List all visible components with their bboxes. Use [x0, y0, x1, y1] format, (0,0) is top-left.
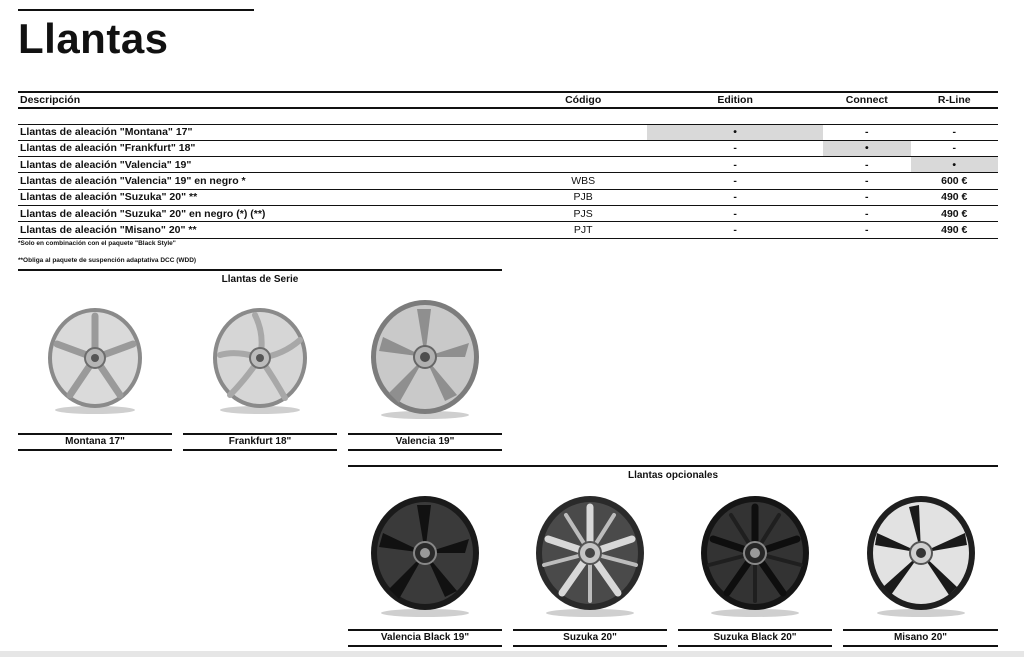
- header-descripcion: Descripción: [18, 92, 519, 108]
- row-description: Llantas de aleación "Misano" 20" **: [18, 222, 519, 238]
- wheels-spec-table: [18, 91, 998, 239]
- row-edition: •: [647, 124, 823, 140]
- table-row: [18, 205, 998, 221]
- header-codigo: Código: [519, 92, 647, 108]
- row-description: Llantas de aleación "Valencia" 19": [18, 157, 519, 173]
- wheel-card-montana: [18, 288, 172, 451]
- wheel-black-icon: [678, 484, 832, 627]
- row-code: [519, 157, 647, 173]
- row-connect: -: [823, 173, 910, 189]
- row-description: Llantas de aleación "Montana" 17": [18, 124, 519, 140]
- row-connect: -: [823, 205, 910, 221]
- row-edition: -: [647, 173, 823, 189]
- wheel-black-icon: [348, 484, 502, 627]
- wheel-label: Montana 17": [18, 433, 172, 451]
- row-rline: 490 €: [911, 205, 998, 221]
- row-rline: 600 €: [911, 173, 998, 189]
- table-row: [18, 189, 998, 205]
- header-rline: R-Line: [911, 92, 998, 108]
- wheel-silver-icon: [183, 288, 337, 431]
- row-code: [519, 124, 647, 140]
- table-header-row: [18, 92, 998, 108]
- row-rline: 490 €: [911, 189, 998, 205]
- row-rline: 490 €: [911, 222, 998, 238]
- wheel-label: Misano 20": [843, 629, 998, 647]
- wheel-card-suzuka: [513, 484, 667, 647]
- wheel-card-suzuka-black: [678, 484, 832, 647]
- row-code: PJS: [519, 205, 647, 221]
- header-edition: Edition: [647, 92, 823, 108]
- row-code: WBS: [519, 173, 647, 189]
- wheel-label: Suzuka Black 20": [678, 629, 832, 647]
- row-description: Llantas de aleación "Suzuka" 20" **: [18, 189, 519, 205]
- table-row: [18, 124, 998, 140]
- row-edition: -: [647, 205, 823, 221]
- row-description: Llantas de aleación "Suzuka" 20" en negro (*) (**): [18, 205, 519, 221]
- wheel-diamond-cut-icon: [843, 484, 998, 627]
- wheel-silver-icon: [18, 288, 172, 431]
- wheel-label: Frankfurt 18": [183, 433, 337, 451]
- wheel-label: Valencia 19": [348, 433, 502, 451]
- wheel-card-misano: [843, 484, 998, 647]
- table-row: [18, 157, 998, 173]
- row-description: Llantas de aleación "Valencia" 19" en negro *: [18, 173, 519, 189]
- table-row: [18, 222, 998, 238]
- page-title: Llantas: [18, 15, 169, 62]
- row-rline: •: [911, 157, 998, 173]
- wheel-label: Valencia Black 19": [348, 629, 502, 647]
- row-rline: -: [911, 124, 998, 140]
- bottom-scroll-edge: [0, 651, 1024, 657]
- row-edition: -: [647, 157, 823, 173]
- wheel-silver-icon: [348, 288, 502, 431]
- wheel-label: Suzuka 20": [513, 629, 667, 647]
- row-connect: •: [823, 140, 910, 156]
- wheel-card-valencia-black: [348, 484, 502, 647]
- row-connect: -: [823, 189, 910, 205]
- row-connect: -: [823, 124, 910, 140]
- row-code: PJT: [519, 222, 647, 238]
- row-description: Llantas de aleación "Frankfurt" 18": [18, 140, 519, 156]
- row-edition: -: [647, 222, 823, 238]
- table-row: [18, 140, 998, 156]
- opcionales-heading: Llantas opcionales: [348, 465, 998, 481]
- row-connect: -: [823, 157, 910, 173]
- serie-heading: Llantas de Serie: [18, 269, 502, 285]
- table-row: [18, 173, 998, 189]
- footnote-dcc: **Obliga al paquete de suspención adaptativa DCC (WDD): [18, 257, 197, 264]
- row-connect: -: [823, 222, 910, 238]
- row-edition: -: [647, 140, 823, 156]
- wheel-diamond-cut-icon: [513, 484, 667, 627]
- wheel-card-frankfurt: [183, 288, 337, 451]
- footnote-black-style: *Solo en combinación con el paquete "Black Style": [18, 240, 176, 247]
- row-rline: -: [911, 140, 998, 156]
- row-code: [519, 140, 647, 156]
- header-connect: Connect: [823, 92, 910, 108]
- row-code: PJB: [519, 189, 647, 205]
- table-spacer-row: [18, 108, 998, 124]
- wheel-card-valencia: [348, 288, 502, 451]
- row-edition: -: [647, 189, 823, 205]
- title-rule: [18, 9, 254, 11]
